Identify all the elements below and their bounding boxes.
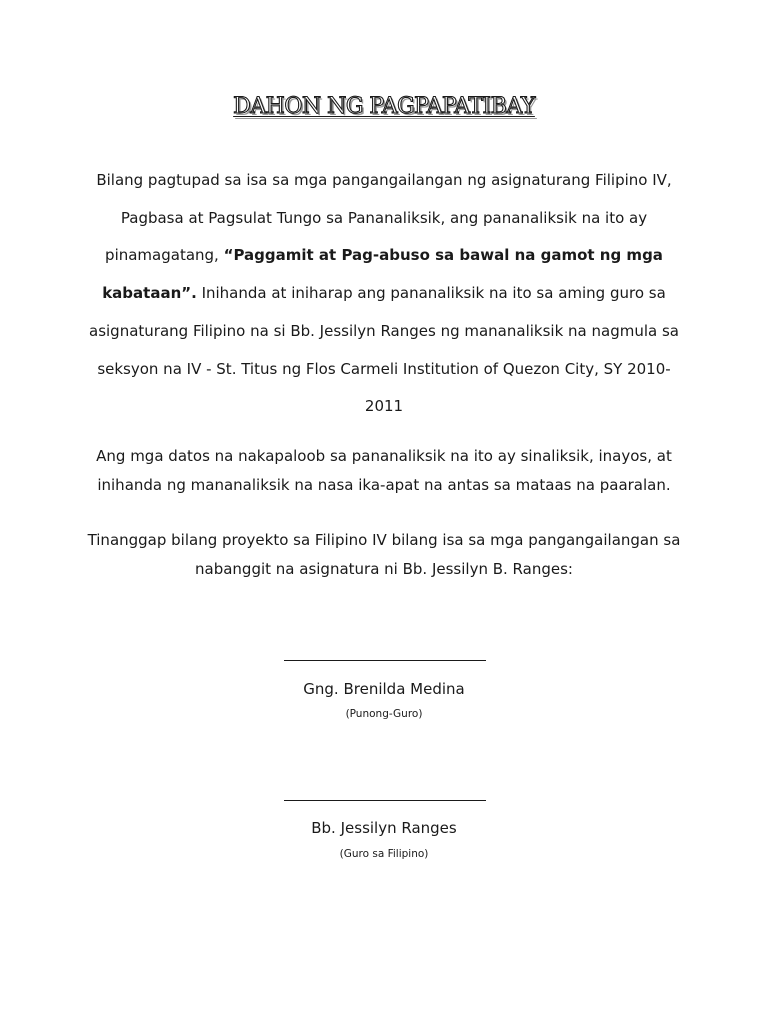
approval-text-start: Bilang pagtupad sa isa sa mga pangangailangan ng asignaturang Filipino IV, Pagbasa at Pagsulat Tungo sa Pananaliksik, ang pananaliksik na ito ay pinamagatang, bbox=[96, 171, 672, 265]
signatory-name-teacher: Bb. Jessilyn Ranges bbox=[311, 819, 457, 837]
signature-line-teacher bbox=[284, 800, 486, 801]
research-title: “Paggamit at Pag-abuso sa bawal na gamot ng mga kabataan”. bbox=[102, 246, 663, 303]
document-title: DAHON NG PAGPAPATIBAY bbox=[233, 94, 535, 119]
data-paragraph: Ang mga datos na nakapaloob sa pananaliksik na ito ay sinaliksik, inayos, at inihanda ng mananaliksik na nasa ika-apat na antas sa mataas na paaralan. bbox=[96, 447, 672, 494]
signatory-name-principal: Gng. Brenilda Medina bbox=[303, 680, 465, 698]
approval-paragraph bbox=[80, 162, 688, 426]
approval-text-end: Inihanda at iniharap ang pananaliksik na ito sa aming guro sa asignaturang Filipino na si Bb. Jessilyn Ranges ng mananaliksik na nagmula sa seksyon na IV - St. Titus ng Flos Carmeli Institution of Quezon City, SY 2010-2011 bbox=[89, 284, 679, 416]
acceptance-paragraph: Tinanggap bilang proyekto sa Filipino IV bilang isa sa mga pangangailangan sa nabanggit na asignatura ni Bb. Jessilyn B. Ranges: bbox=[87, 531, 681, 578]
signature-line-principal bbox=[284, 660, 486, 661]
signatory-role-teacher: (Guro sa Filipino) bbox=[339, 848, 429, 860]
signatory-role-principal: (Punong-Guro) bbox=[345, 708, 423, 720]
